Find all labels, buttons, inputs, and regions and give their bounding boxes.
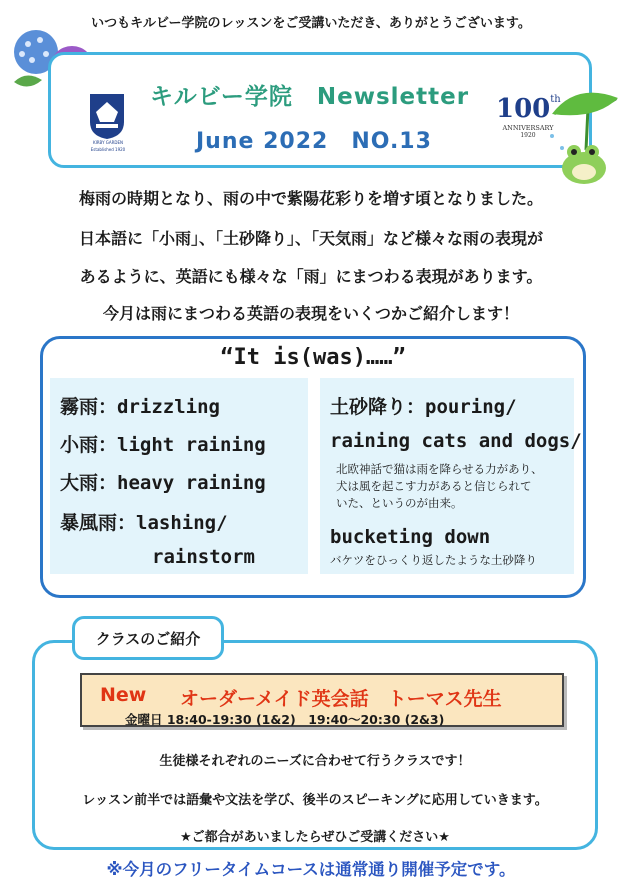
crest-established: Established 1920 [90, 147, 126, 152]
term-light-raining: 小雨：light raining [60, 434, 266, 456]
term-lashing: 暴風雨：lashing/ [60, 512, 228, 534]
class-intro-box [32, 640, 598, 850]
anniversary-suffix: th [550, 94, 561, 105]
school-crest-icon [86, 92, 128, 140]
greeting-text: いつもキルビー学院のレッスンをご受講いただき、ありがとうございます。 [91, 16, 531, 31]
newsletter-title: キルビー学院 Newsletter [150, 84, 470, 110]
anniversary-word: ANNIVERSARY [502, 124, 554, 132]
note-cats-dogs-3: いた、というのが由来。 [336, 496, 463, 510]
note-bucketing-down: バケツをひっくり返したような土砂降り [330, 553, 537, 567]
class-desc-1: 生徒様それぞれのニーズに合わせて行うクラスです！ [159, 754, 471, 769]
term-bucketing-down: bucketing down [330, 526, 491, 548]
class-title: オーダーメイド英会話 トーマス先生 [180, 688, 502, 710]
footer-note: ※今月のフリータイムコースは通常通り開催予定です。 [106, 860, 516, 879]
crest-label: KIRBY GARDEN [92, 140, 124, 145]
issue-date: June 2022 NO.13 [196, 129, 432, 154]
term-drizzling: 霧雨：drizzling [60, 396, 220, 418]
term-heavy-raining: 大雨：heavy raining [60, 472, 266, 494]
new-label: New [100, 684, 147, 706]
note-cats-dogs-1: 北欧神話で猫は雨を降らせる力があり、 [336, 462, 543, 476]
class-intro-tab: クラスのご紹介 [72, 616, 224, 660]
class-schedule: 金曜日 18:40-19:30 (1&2) 19:40～20:30 (2&3) [125, 712, 445, 727]
intro-line-2: 日本語に「小雨」、「土砂降り」、「天気雨」など様々な雨の表現が [78, 229, 543, 248]
intro-line-1: 梅雨の時期となり、雨の中で紫陽花彩りを増す頃となりました。 [78, 189, 543, 208]
note-cats-dogs-2: 犬は風を起こす力があると信じられて [336, 479, 532, 493]
intro-line-3: あるように、英語にも様々な「雨」にまつわる表現があります。 [79, 267, 543, 286]
term-cats-and-dogs: raining cats and dogs/ [330, 430, 582, 452]
term-pouring: 土砂降り：pouring/ [330, 396, 517, 418]
frog-icon [548, 80, 622, 190]
anniversary-number: 100 [496, 94, 551, 124]
anniversary-year: 1920 [520, 132, 536, 139]
rain-section-title: “It is(was)……” [220, 345, 406, 370]
class-desc-2: レッスン前半では語彙や文法を学び、後半のスピーキングに応用していきます。 [82, 793, 548, 808]
class-desc-3: ★ご都合があいましたらぜひご受講ください★ [180, 830, 450, 845]
term-rainstorm: rainstorm [152, 546, 255, 568]
intro-line-4: 今月は雨にまつわる英語の表現をいくつかご紹介します！ [102, 304, 519, 323]
